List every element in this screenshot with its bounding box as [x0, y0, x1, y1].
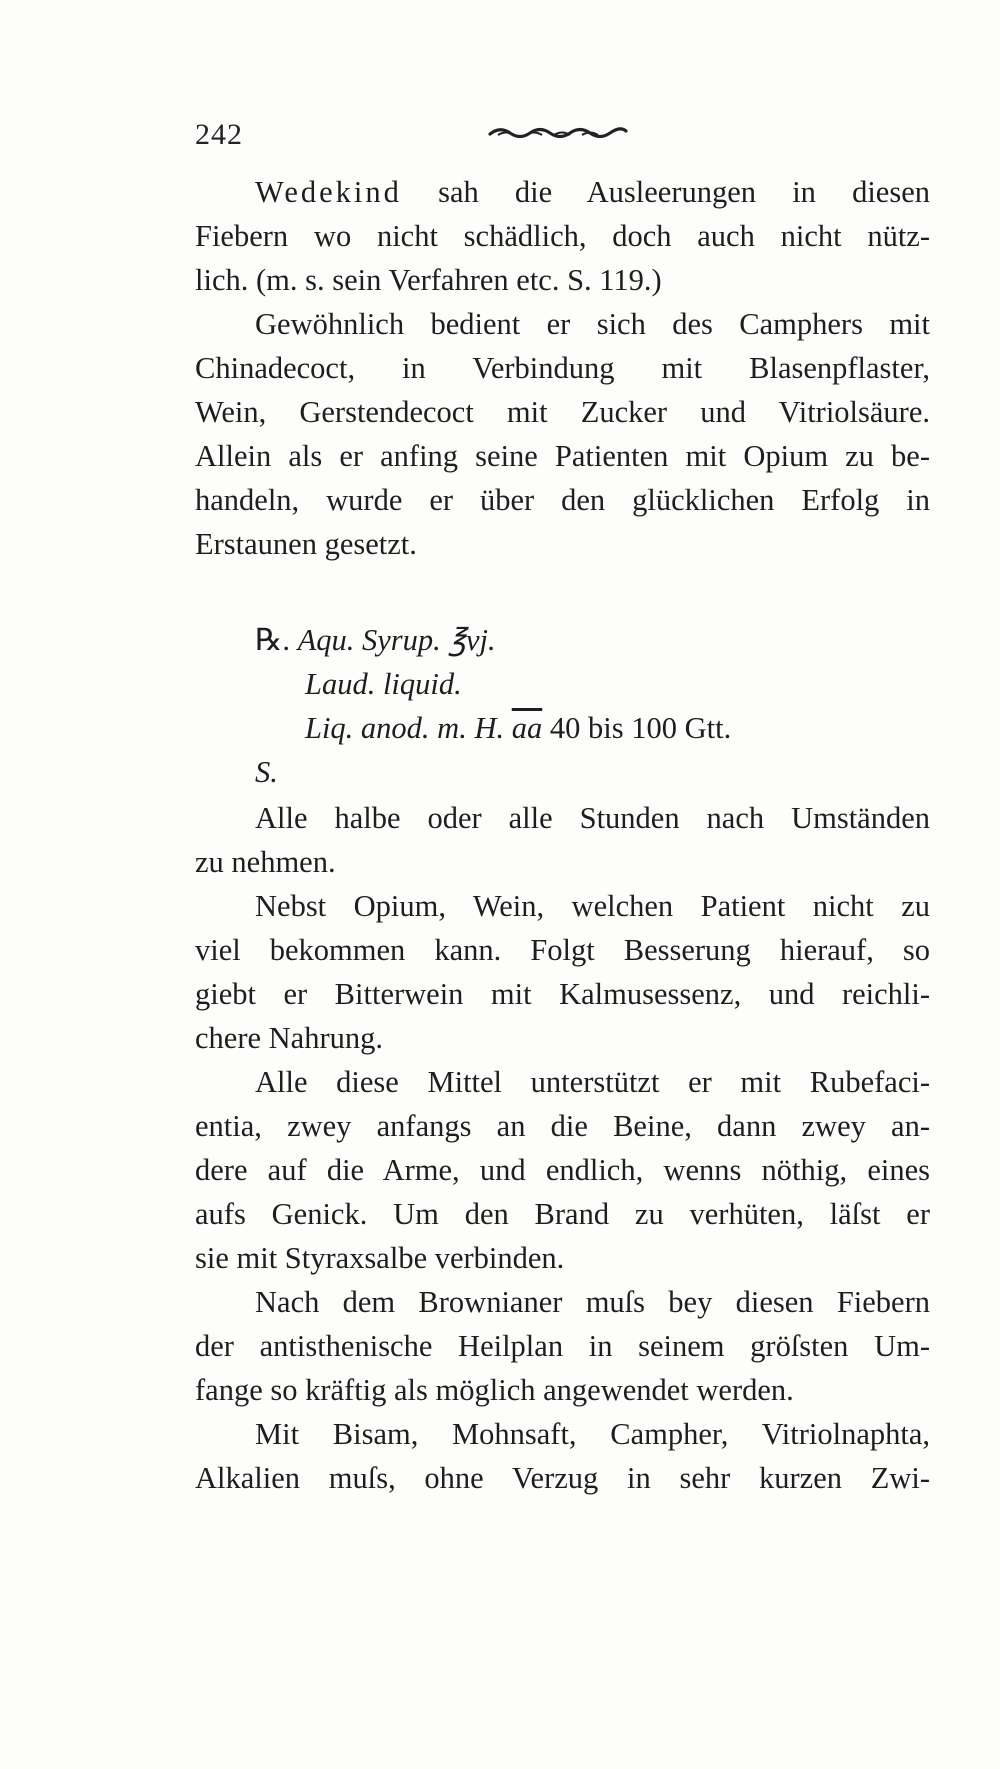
wavy-rule-ornament-icon: [488, 122, 628, 142]
text-line: viel bekommen kann. Folgt Besserung hierauf, so: [195, 933, 930, 967]
author-name: Wedekind: [255, 175, 402, 209]
text-line: entia, zwey anfangs an die Beine, dann zwey an-: [195, 1109, 930, 1143]
text-line: der antisthenische Heilplan in seinem gröſsten Um-: [195, 1329, 930, 1363]
text-line: Chinadecoct, in Verbindung mit Blasenpflaster,: [195, 351, 930, 385]
main-text-upper: [195, 170, 930, 566]
text-line: Mit Bisam, Mohnsaft, Campher, Vitriolnaphta,: [255, 1417, 930, 1451]
text-line: handeln, wurde er über den glücklichen Erfolg in: [195, 483, 930, 517]
text-line: Alle halbe oder alle Stunden nach Umständen: [255, 801, 930, 835]
main-text-lower: [195, 796, 930, 1500]
text-line: Wein, Gerstendecoct mit Zucker und Vitriolsäure.: [195, 395, 930, 429]
text-line: Alkalien muſs, ohne Verzug in sehr kurzen Zwi-: [195, 1461, 930, 1495]
page-header: [195, 118, 935, 158]
text-line: giebt er Bitterwein mit Kalmusessenz, und reichli-: [195, 977, 930, 1011]
text-line: Nach dem Brownianer muſs bey diesen Fiebern: [255, 1285, 930, 1319]
text-line: chere Nahrung.: [195, 1021, 383, 1055]
prescription: [255, 618, 915, 794]
prescription-line: Laud. liquid.: [305, 667, 462, 701]
prescription-line: ℞. Aqu. Syrup. ℥vj.: [255, 623, 496, 657]
text-line: zu nehmen.: [195, 845, 336, 879]
text-line: aufs Genick. Um den Brand zu verhüten, läſst er: [195, 1197, 930, 1231]
text-line: Nebst Opium, Wein, welchen Patient nicht zu: [255, 889, 930, 923]
rx-symbol: ℞.: [255, 623, 290, 657]
text-line: Alle diese Mittel unterstützt er mit Rubefaci-: [255, 1065, 930, 1099]
prescription-line: Liq. anod. m. H. $\overline{aa}$ 40 bis 100 Gtt.: [305, 711, 732, 745]
text-line: Wedekind sah die Ausleerungen in diesen: [255, 175, 930, 209]
signa: S.: [255, 755, 278, 789]
text-line: Gewöhnlich bedient er sich des Camphers mit: [255, 307, 930, 341]
text-line: lich. (m. s. sein Verfahren etc. S. 119.): [195, 263, 662, 297]
ana-symbol: $\overline{aa}$: [511, 711, 543, 745]
text-line: Allein als er anfing seine Patienten mit Opium zu be-: [195, 439, 930, 473]
text-line: Erstaunen gesetzt.: [195, 527, 417, 561]
text-line: sie mit Styraxsalbe verbinden.: [195, 1241, 565, 1275]
text-line: dere auf die Arme, und endlich, wenns nöthig, eines: [195, 1153, 930, 1187]
text-line: fange so kräftig als möglich angewendet werden.: [195, 1373, 794, 1407]
page-number: 242: [195, 118, 243, 151]
text-line: Fiebern wo nicht schädlich, doch auch nicht nütz-: [195, 219, 930, 253]
